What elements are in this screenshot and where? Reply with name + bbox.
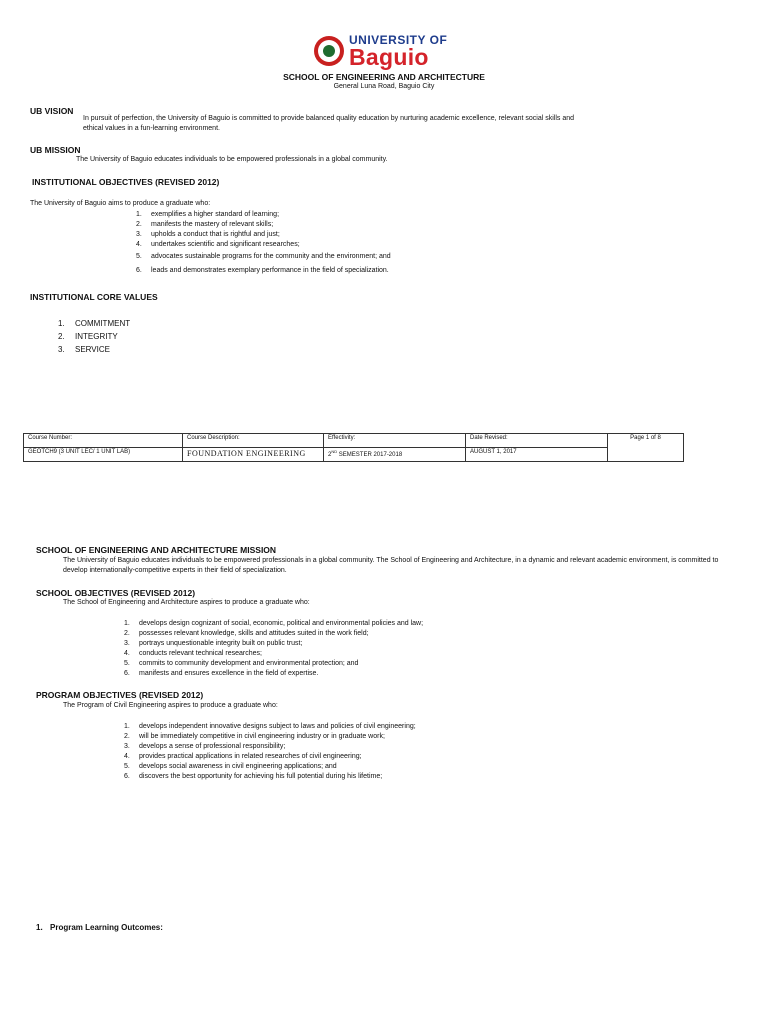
school-objectives-heading: SCHOOL OBJECTIVES (REVISED 2012) <box>36 588 196 598</box>
logo-text-top: UNIVERSITY OF <box>349 33 448 47</box>
vision-heading: UB VISION <box>30 106 74 116</box>
list-item: 2. manifests the mastery of relevant skills; <box>136 221 274 228</box>
effectivity-label: Effectivity: <box>324 434 466 448</box>
learning-outcomes-label: Program Learning Outcomes: <box>50 923 163 932</box>
school-objectives-intro: The School of Engineering and Architecture aspires to produce a graduate who: <box>63 599 310 606</box>
list-item: 5. develops social awareness in civil engineering applications; and <box>124 763 337 770</box>
institutional-objectives-list <box>136 210 436 276</box>
list-item: 3. upholds a conduct that is rightful and just; <box>136 231 280 238</box>
learning-outcomes-number: 1. <box>36 923 43 932</box>
list-item: 4. provides practical applications in related researches of civil engineering; <box>124 753 362 760</box>
core-values-heading: INSTITUTIONAL CORE VALUES <box>30 292 158 302</box>
list-item: 6. discovers the best opportunity for achieving his full potential during his lifetime; <box>124 773 383 780</box>
list-item: 1. develops design cognizant of social, economic, political and environmental policies and law; <box>124 620 424 627</box>
vision-text: In pursuit of perfection, the University of Baguio is committed to provide balanced quality education by nurturing academic excellence, relevant social skills and ethical values in a fun-learning environment. <box>83 115 575 132</box>
page-indicator: Page 1 of 8 <box>608 434 684 462</box>
list-item: 2. will be immediately competitive in civil engineering industry or in graduate work; <box>124 733 385 740</box>
university-logo <box>314 34 447 68</box>
list-item: 1. COMMITMENT <box>58 319 131 328</box>
list-item: 6. leads and demonstrates exemplary performance in the field of specialization. <box>136 267 389 274</box>
list-item: 2. INTEGRITY <box>58 332 118 341</box>
program-objectives-heading: PROGRAM OBJECTIVES (REVISED 2012) <box>36 690 204 700</box>
mission-text: The University of Baguio educates individuals to be empowered professionals in a global community. <box>76 156 388 163</box>
mission-heading: UB MISSION <box>30 145 81 155</box>
list-item: 1. develops independent innovative designs subject to laws and policies of civil engineering; <box>124 723 416 730</box>
course-number-label: Course Number: <box>24 434 183 448</box>
table-row <box>24 434 684 448</box>
list-item: 3. portrays unquestionable integrity built on public trust; <box>124 640 303 647</box>
effectivity-value: 2ND SEMESTER 2017-2018 <box>324 448 466 462</box>
list-item: 2. possesses relevant knowledge, skills and attitudes suited in the work field; <box>124 630 369 637</box>
university-seal-icon <box>314 36 344 66</box>
course-number-value: GEOTCH9 (3 UNIT LEC/ 1 UNIT LAB) <box>24 448 183 462</box>
list-item: 5. commits to community development and environmental protection; and <box>124 660 359 667</box>
school-title: SCHOOL OF ENGINEERING AND ARCHITECTURE <box>283 72 485 82</box>
program-objectives-intro: The Program of Civil Engineering aspires to produce a graduate who: <box>63 702 278 709</box>
course-description-value: FOUNDATION ENGINEERING <box>183 448 324 462</box>
list-item: 6. manifests and ensures excellence in the field of expertise. <box>124 670 319 677</box>
school-objectives-list <box>124 619 484 679</box>
learning-outcomes-heading <box>36 923 163 932</box>
list-item: 4. conducts relevant technical researches; <box>124 650 262 657</box>
date-revised-value: AUGUST 1, 2017 <box>466 448 608 462</box>
institutional-objectives-heading: INSTITUTIONAL OBJECTIVES (REVISED 2012) <box>32 177 220 187</box>
list-item: 1. exemplifies a higher standard of learning; <box>136 211 280 218</box>
list-item: 3. develops a sense of professional responsibility; <box>124 743 286 750</box>
table-row <box>24 448 684 462</box>
logo-text-main: Baguio <box>349 44 429 70</box>
sea-mission-text: The University of Baguio educates individuals to be empowered professionals in a global community. The School of Engineering and Architecture, in a dynamic and relevant academic environment, is committed to develop internationally-competitive experts in their field of specialization. <box>63 557 719 574</box>
program-objectives-list <box>124 722 484 782</box>
core-values-list <box>58 318 258 357</box>
school-address: General Luna Road, Baguio City <box>333 83 435 90</box>
list-item: 3. SERVICE <box>58 345 110 354</box>
list-item: 5. advocates sustainable programs for the community and the environment; and <box>136 253 391 260</box>
course-description-label: Course Description: <box>183 434 324 448</box>
sea-mission-heading: SCHOOL OF ENGINEERING AND ARCHITECTURE MISSION <box>36 545 277 555</box>
course-info-table <box>23 433 684 462</box>
list-item: 4. undertakes scientific and significant researches; <box>136 241 300 248</box>
institutional-objectives-intro: The University of Baguio aims to produce a graduate who: <box>30 200 211 207</box>
date-revised-label: Date Revised: <box>466 434 608 448</box>
